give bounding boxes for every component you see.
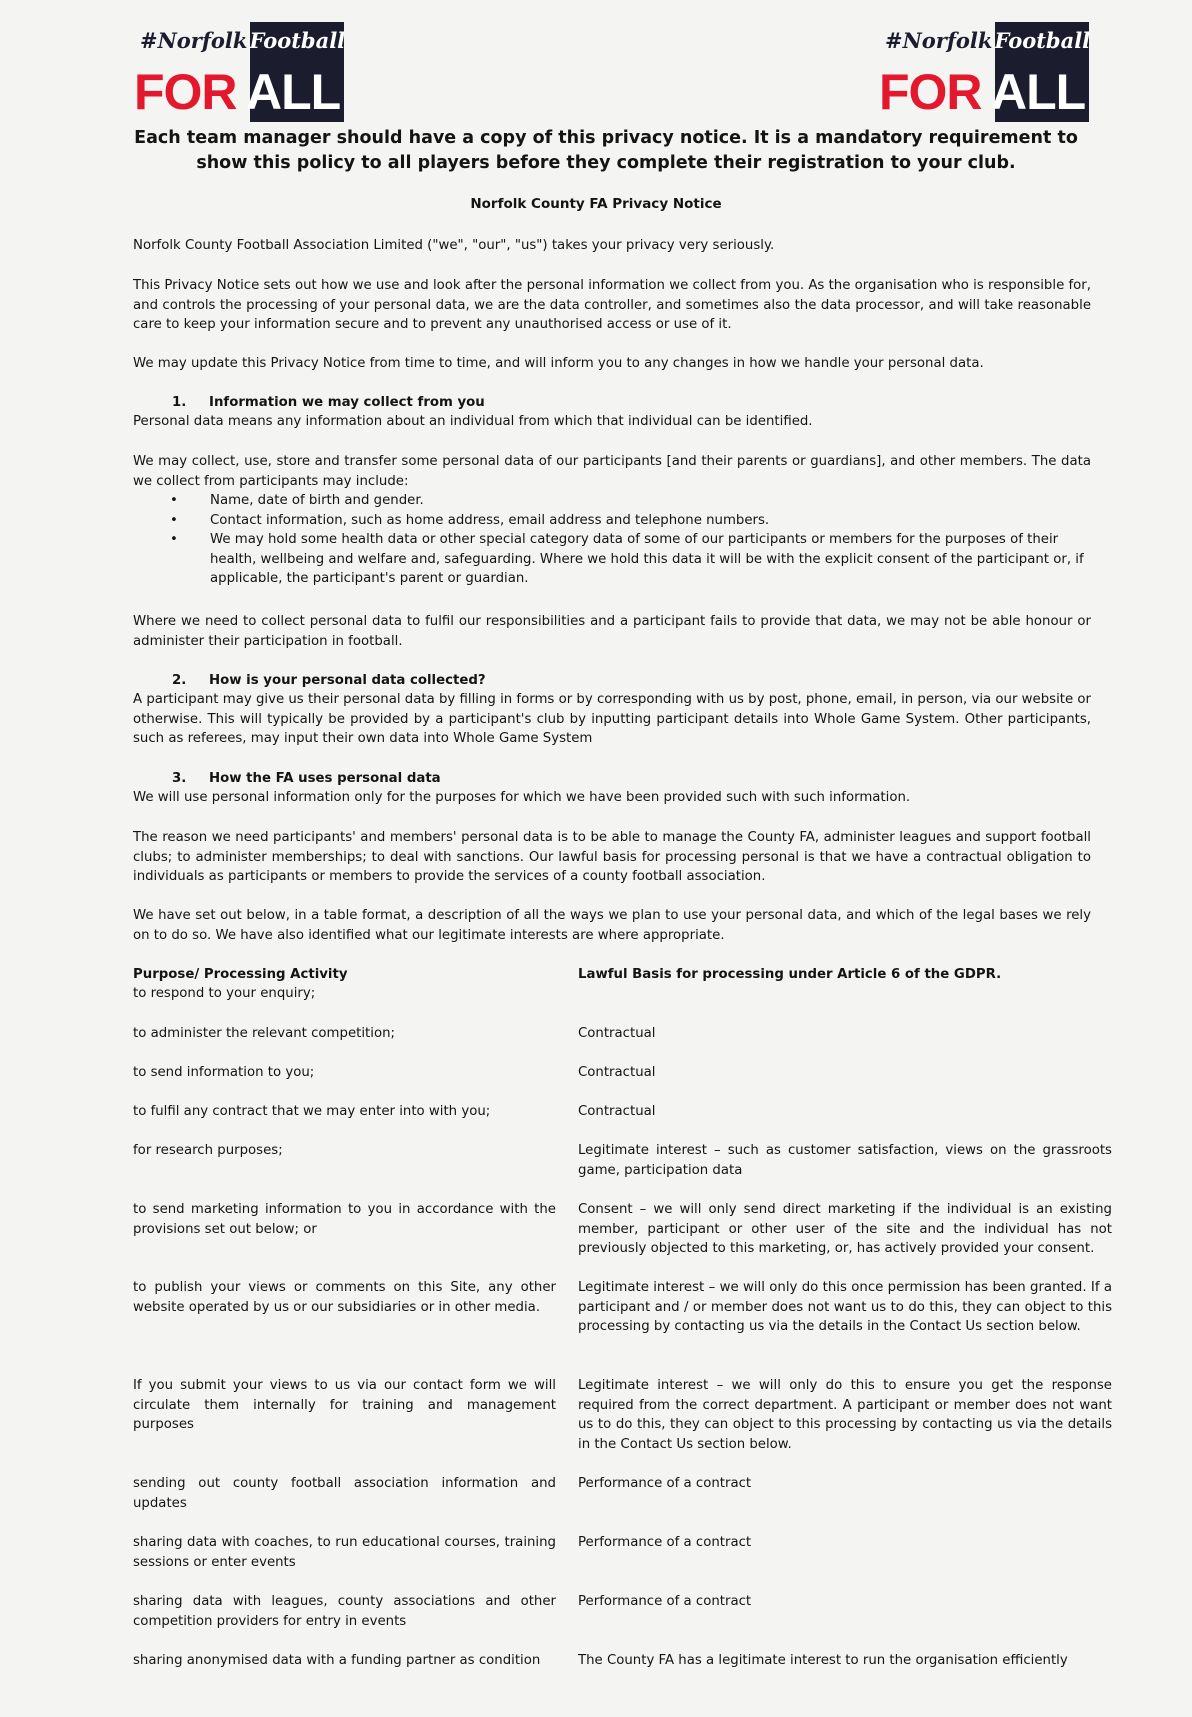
table-cell-basis: Performance of a contract bbox=[578, 1594, 752, 1609]
table-cell-purpose: sharing data with coaches, to run educational courses, training sessions or enter events bbox=[133, 1535, 556, 1570]
table-cell-purpose: to fulfil any contract that we may enter into with you; bbox=[133, 1104, 491, 1119]
intro-paragraph: Norfolk County Football Association Limited ("we", "our", "us") takes your privacy very seriously. bbox=[133, 238, 775, 253]
intro-paragraph: This Privacy Notice sets out how we use and look after the personal information we collect from you. As the organisation who is responsible for, and controls the processing of your personal data, we are the data controller, and sometimes also the data processor, and will take reasonable care to keep your information secure and to prevent any unauthorised access or use of it. bbox=[133, 278, 1091, 332]
table-cell-basis: Contractual bbox=[578, 1104, 656, 1119]
table-cell-purpose: to send marketing information to you in accordance with the provisions set out below; or bbox=[133, 1202, 556, 1237]
table-cell-basis: Performance of a contract bbox=[578, 1535, 752, 1550]
section2-paragraph: A participant may give us their personal data by filling in forms or by corresponding with us by post, phone, email, in person, via our website or otherwise. This will typically be provided by a participant's club by inputting participant details into Whole Game System. Other participants, such as referees, may input their own data into Whole Game System bbox=[133, 692, 1091, 746]
table-cell-purpose: sharing anonymised data with a funding partner as condition bbox=[133, 1653, 541, 1668]
table-cell-basis: Consent – we will only send direct marketing if the individual is an existing member, participant or other user of the site and the individual has not previously objected to this marketing, or, has actively provided your consent. bbox=[578, 1202, 1112, 1256]
table-cell-purpose: to administer the relevant competition; bbox=[133, 1026, 395, 1041]
table-cell-purpose: If you submit your views to us via our contact form we will circulate them internally for training and management purposes bbox=[133, 1378, 556, 1432]
section1-paragraph: Personal data means any information about an individual from which that individual can be identified. bbox=[133, 414, 813, 429]
table-cell-purpose: to send information to you; bbox=[133, 1065, 315, 1080]
forall-logo-right: #NorfolkFootball FOR ALL bbox=[879, 22, 1089, 124]
table-cell-basis: Legitimate interest – we will only do this to ensure you get the response required from the correct department. A participant or member does not want us to do this, they can object to this processing by contacting us via the details in the Contact Us section below. bbox=[578, 1378, 1112, 1452]
table-cell-basis: Legitimate interest – such as customer satisfaction, views on the grassroots game, participation data bbox=[578, 1143, 1112, 1178]
logo-hashtag: #NorfolkFootball bbox=[885, 28, 1091, 53]
section3-paragraph: We will use personal information only for the purposes for which we have been provided such with such information. bbox=[133, 790, 911, 805]
section1-paragraph: We may collect, use, store and transfer some personal data of our participants [and their parents or guardians], and other members. The data we collect from participants may include: bbox=[133, 454, 1091, 489]
logo-hashtag: #NorfolkFootball bbox=[140, 28, 346, 53]
section-heading-3: 3. How the FA uses personal data bbox=[172, 771, 441, 786]
table-cell-basis: Contractual bbox=[578, 1065, 656, 1080]
list-item: • We may hold some health data or other special category data of some of our participants or members for the purposes of their health, wellbeing and welfare and, safeguarding. Where we hold this data it will be with the explicit consent of the participant or, if applicable, the participant's parent or guardian. bbox=[170, 530, 1092, 589]
table-cell-purpose: sharing data with leagues, county associations and other competition providers for entry in events bbox=[133, 1594, 556, 1629]
list-item: • Contact information, such as home address, email address and telephone numbers. bbox=[170, 511, 1092, 531]
section1-paragraph: Where we need to collect personal data to fulfil our responsibilities and a participant fails to provide that data, we may not be able honour or administer their participation in football. bbox=[133, 614, 1091, 649]
section-heading-1: 1. Information we may collect from you bbox=[172, 395, 485, 410]
table-cell-purpose: to respond to your enquiry; bbox=[133, 986, 316, 1001]
column-header-purpose: Purpose/ Processing Activity bbox=[133, 967, 348, 982]
table-cell-purpose: sending out county football association information and updates bbox=[133, 1476, 556, 1511]
intro-paragraph: We may update this Privacy Notice from time to time, and will inform you to any changes in how we handle your personal data. bbox=[133, 356, 984, 371]
forall-logo-left: #NorfolkFootball FOR ALL bbox=[134, 22, 344, 124]
section3-paragraph: The reason we need participants' and members' personal data is to be able to manage the County FA, administer leagues and support football clubs; to administer memberships; to deal with sanctions. Our lawful basis for processing personal is that we have a contractual obligation to individuals as participants or members to provide the services of a county football association. bbox=[133, 830, 1091, 884]
section3-paragraph: We have set out below, in a table format, a description of all the ways we plan to use your personal data, and which of the legal bases we rely on to do so. We have also identified what our legitimate interests are where appropriate. bbox=[133, 908, 1091, 943]
list-item: • Name, date of birth and gender. bbox=[170, 491, 1092, 511]
section-heading-2: 2. How is your personal data collected? bbox=[172, 673, 486, 688]
table-cell-basis: The County FA has a legitimate interest to run the organisation efficiently bbox=[578, 1653, 1068, 1668]
collected-data-list bbox=[170, 491, 1092, 589]
column-header-lawful-basis: Lawful Basis for processing under Article 6 of the GDPR. bbox=[578, 967, 1002, 982]
manager-notice: Each team manager should have a copy of this privacy notice. It is a mandatory requirement to show this policy to all players before they complete their registration to your club. bbox=[134, 128, 1078, 173]
table-cell-purpose: to publish your views or comments on this Site, any other website operated by us or our subsidiaries or in other media. bbox=[133, 1280, 556, 1315]
table-cell-basis: Legitimate interest – we will only do this once permission has been granted. If a participant and / or member does not want us to do this, they can object to this processing by contacting us via the details in the Contact Us section below. bbox=[578, 1280, 1112, 1334]
document-title: Norfolk County FA Privacy Notice bbox=[470, 196, 722, 212]
table-cell-basis: Performance of a contract bbox=[578, 1476, 752, 1491]
table-cell-purpose: for research purposes; bbox=[133, 1143, 283, 1158]
table-cell-basis: Contractual bbox=[578, 1026, 656, 1041]
